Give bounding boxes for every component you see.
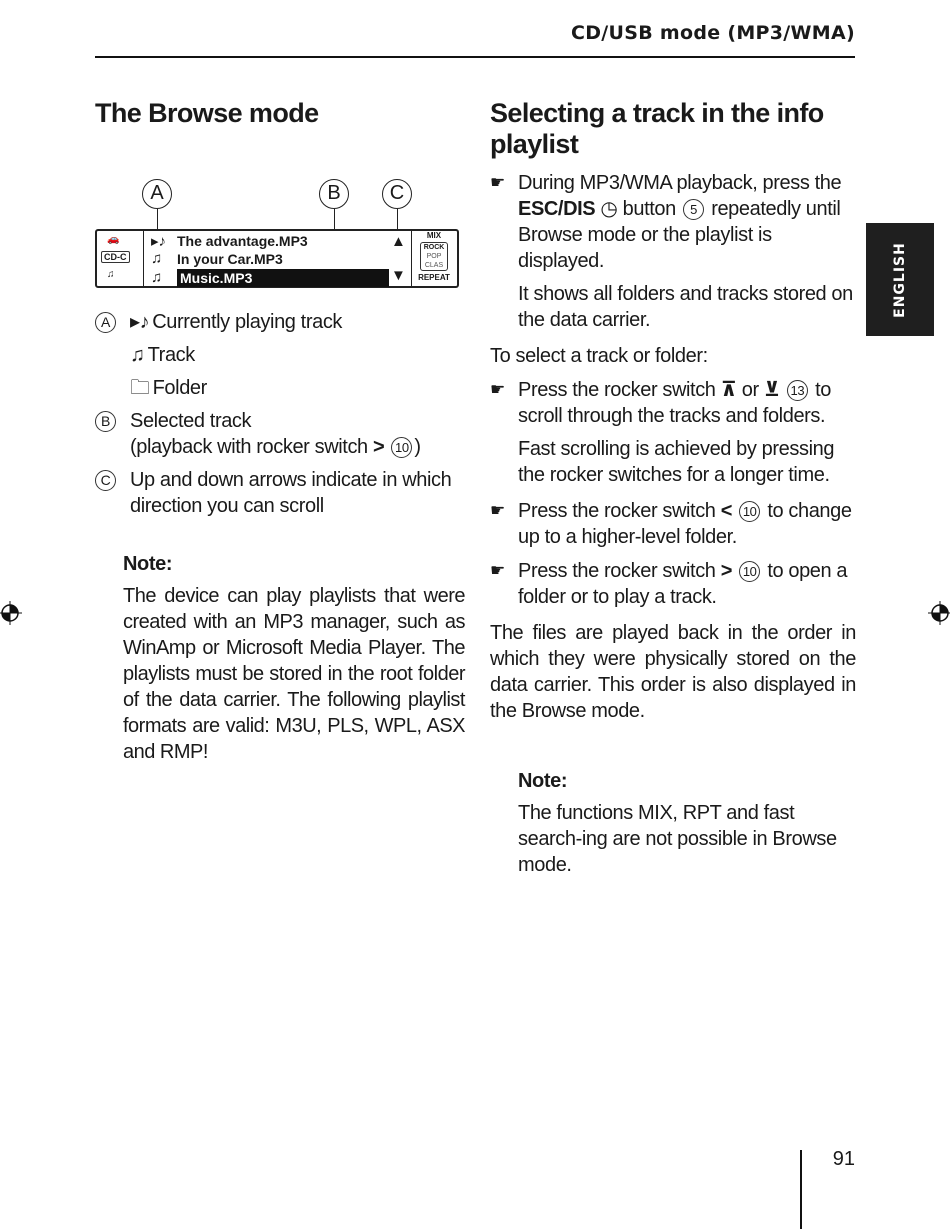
instruction-4 [490,558,856,610]
left-column [95,98,465,765]
note-body: The functions MIX, RPT and fast search-ing are not possible in Browse mode. [518,802,837,876]
figure-legend [95,309,465,519]
legend-b-line2-text: (playback with rocker switch [130,436,368,458]
language-tab-label: ENGLISH [892,241,908,318]
legend-folder-row [95,375,465,401]
legend-letter-b: B [95,411,116,432]
callout-a: A [142,179,172,209]
registration-mark-icon [928,601,950,625]
legend-b-line1: Selected track [130,410,252,432]
clas-label: CLAS [424,262,444,269]
esc-dis-key: ESC/DIS [518,198,596,220]
lcd-left-divider [143,231,144,286]
instruction-1-text: During MP3/WMA playback, press the [518,172,842,194]
lcd-track-selected: Music.MP3 [177,269,389,287]
note-right [490,768,856,878]
repeat-label: REPEAT [418,273,450,282]
legend-b-line2 [130,434,465,460]
eq-preset-box [420,242,448,271]
language-tab [866,223,934,336]
instruction-3 [490,498,856,550]
right-column [490,98,856,878]
track-icon: ♫ [151,269,163,286]
car-icon: 🚗 [107,234,120,245]
display-figure [95,137,461,297]
running-header: CD/USB mode (MP3/WMA) [570,22,855,44]
chevron-left-icon: < [720,500,732,522]
note-body: The device can play playlists that were created with an MP3 manager, such as WinAmp or Microsoft Media Player. The playlists must be stored in the root folder of the data carrier. The following playlist formats are valid: M3U, PLS, WPL, ASX and RMP! [123,585,465,763]
scroll-up-arrow-icon: ▲ [391,233,406,250]
instruction-1 [490,170,856,274]
instruction-2-detail: Fast scrolling is achieved by pressing the rocker switches for a longer time. [518,438,835,486]
track-icon: ♫ [130,344,145,366]
chevron-right-icon: > [372,436,385,458]
key-number-badge: 10 [739,501,760,522]
legend-a-folder: Folder [152,377,207,399]
pointing-hand-icon: ☛ [490,501,505,520]
page-number: 91 [832,1148,855,1170]
pointing-hand-icon: ☛ [490,173,505,192]
pointing-hand-icon: ☛ [490,561,505,580]
legend-item-a [95,309,465,335]
legend-a-playing: Currently playing track [152,311,343,333]
mix-label: MIX [426,231,442,240]
clock-icon: ◷ [600,198,618,220]
legend-a-track: Track [147,344,195,366]
rocker-down-icon: ⊻ [763,379,780,401]
instruction-1-mid: button [622,198,676,220]
header-rule [95,56,855,58]
key-number-badge: 10 [739,561,760,582]
rocker-up-icon: ⊼ [720,379,737,401]
legend-item-b [95,408,465,460]
instruction-1-end: repeatedly until Browse mode or the playlist is displayed. [518,198,841,272]
instruction-3-end: to change up to a higher-level folder. [518,500,852,548]
lcd-track-1: The advantage.MP3 [177,233,308,249]
select-intro: To select a track or folder: [490,345,708,367]
instruction-2-end: to scroll through the tracks and folders. [518,379,831,427]
playing-track-icon: ▸♪ [151,233,167,250]
music-folder-icon: ♫ [107,269,115,280]
instruction-2 [490,377,856,429]
playback-order-paragraph: The files are played back in the order in which they were physically stored on the data carrier. This order is also displayed in the Browse mode. [490,622,856,722]
callout-c: C [382,179,412,209]
playing-track-icon: ▸♪ [130,311,150,333]
select-track-heading: Selecting a track in the info playlist [490,98,824,159]
legend-letter-c: C [95,470,116,491]
lcd-status-panel [415,231,453,282]
instruction-3-text: Press the rocker switch [518,500,716,522]
lcd-right-divider [411,231,412,286]
legend-track-row [95,342,465,368]
folder-icon: 🗀 [130,377,150,399]
lcd-track-2: In your Car.MP3 [177,251,283,267]
instruction-4-text: Press the rocker switch [518,560,716,582]
registration-mark-icon [0,601,22,625]
key-number-badge: 10 [391,437,412,458]
key-number-badge: 5 [683,199,704,220]
note-left [95,551,465,765]
legend-letter-a: A [95,312,116,333]
legend-item-c [95,467,465,519]
pop-label: POP [426,253,442,260]
callout-b: B [319,179,349,209]
chevron-right-icon: > [720,560,732,582]
browse-mode-heading: The Browse mode [95,98,319,128]
note-title: Note: [123,553,173,575]
key-number-badge: 13 [787,380,808,401]
instruction-2-or: or [741,379,759,401]
pointing-hand-icon: ☛ [490,380,505,399]
lcd-display [95,229,459,288]
rock-label: ROCK [423,244,445,251]
instruction-4-end: to open a folder or to play a track. [518,560,848,608]
cd-changer-label: CD-C [101,251,130,263]
instruction-1-detail: It shows all folders and tracks stored on the data carrier. [518,283,853,331]
instruction-2-text: Press the rocker switch [518,379,716,401]
legend-b-close: ) [414,436,421,458]
legend-c-text: Up and down arrows indicate in which direction you can scroll [130,469,452,517]
footer-rule [800,1150,802,1229]
scroll-down-arrow-icon: ▼ [391,267,406,284]
note-title: Note: [518,770,568,792]
track-icon: ♫ [151,250,163,267]
